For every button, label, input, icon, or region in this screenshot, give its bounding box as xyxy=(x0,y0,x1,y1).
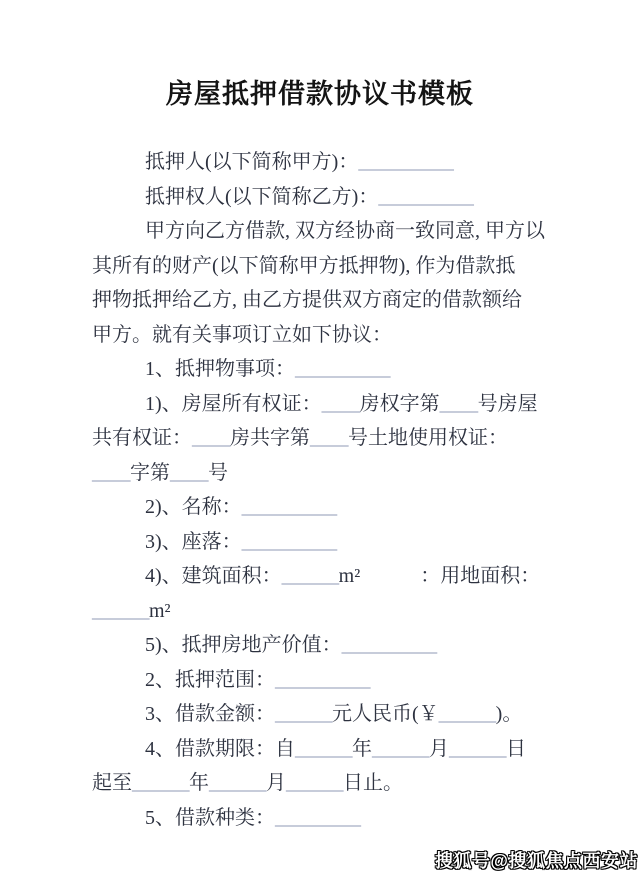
document-line: 2、抵押范围：__________ xyxy=(145,668,370,691)
document-line: ____字第____号 xyxy=(92,461,228,484)
blank-underline: __________ xyxy=(341,634,437,656)
document-line: 5)、抵押房地产价值：__________ xyxy=(145,634,437,656)
blank-underline: __________ xyxy=(358,151,454,173)
document-line: 押物抵押给乙方, 由乙方提供双方商定的借款额给 xyxy=(92,289,522,311)
blank-underline: __________ xyxy=(275,668,370,691)
blank-underline: __________ xyxy=(295,358,390,380)
document-line: 抵押权人(以下简称乙方)：__________ xyxy=(145,185,474,208)
blank-underline: ______ xyxy=(295,737,352,760)
document-line: 共有权证：____房共字第____号土地使用权证： xyxy=(92,427,508,449)
document-line: 5、借款种类：_________ xyxy=(145,806,361,829)
blank-underline: ____ xyxy=(92,461,130,484)
watermark-text: 搜狐号@搜狐焦点西安站 xyxy=(434,851,638,871)
document-line: 3、借款金额：______元人民币(￥______)。 xyxy=(145,703,523,725)
document-line: 1)、房屋所有权证：____房权字第____号房屋 xyxy=(145,392,538,415)
blank-underline: _________ xyxy=(275,806,361,829)
document-line: 甲方。就有关事项订立如下协议： xyxy=(92,323,392,346)
document-line: 4、借款期限：自______年______月______日 xyxy=(145,737,526,760)
blank-underline: ______ xyxy=(281,565,339,587)
blank-underline: ______ xyxy=(92,599,149,622)
document-title: 房屋抵押借款协议书模板 xyxy=(166,79,474,109)
blank-underline: ____ xyxy=(321,392,360,415)
blank-underline: ______ xyxy=(132,772,189,794)
blank-underline: ______ xyxy=(449,737,506,760)
blank-underline: ______ xyxy=(372,737,429,760)
document-line: ______m² xyxy=(92,599,171,622)
blank-underline: ____ xyxy=(310,427,348,449)
blank-underline: ______ xyxy=(275,703,332,725)
blank-underline: ____ xyxy=(170,461,208,484)
document-line: 2)、名称：__________ xyxy=(145,496,337,518)
document-line: 起至______年______月______日止。 xyxy=(92,772,403,794)
blank-underline: ______ xyxy=(209,772,266,794)
blank-underline: ____ xyxy=(439,392,478,415)
document-line: 甲方向乙方借款, 双方经协商一致同意, 甲方以 xyxy=(145,220,545,242)
document-line: 其所有的财产(以下简称甲方抵押物), 作为借款抵 xyxy=(92,254,516,277)
document-line: 3)、座落：__________ xyxy=(145,530,337,553)
blank-underline: __________ xyxy=(378,185,474,208)
document-line: 抵押人(以下简称甲方)：__________ xyxy=(145,151,454,173)
blank-underline: ______ xyxy=(286,772,343,794)
blank-underline: ____ xyxy=(192,427,230,449)
blank-underline: ______ xyxy=(438,703,496,725)
blank-underline: __________ xyxy=(241,496,337,518)
document-line: 1、抵押物事项：__________ xyxy=(145,358,390,380)
document-body xyxy=(92,145,572,835)
blank-underline: __________ xyxy=(241,530,337,553)
document-line: 4)、建筑面积：______m² ：用地面积： xyxy=(145,565,541,587)
